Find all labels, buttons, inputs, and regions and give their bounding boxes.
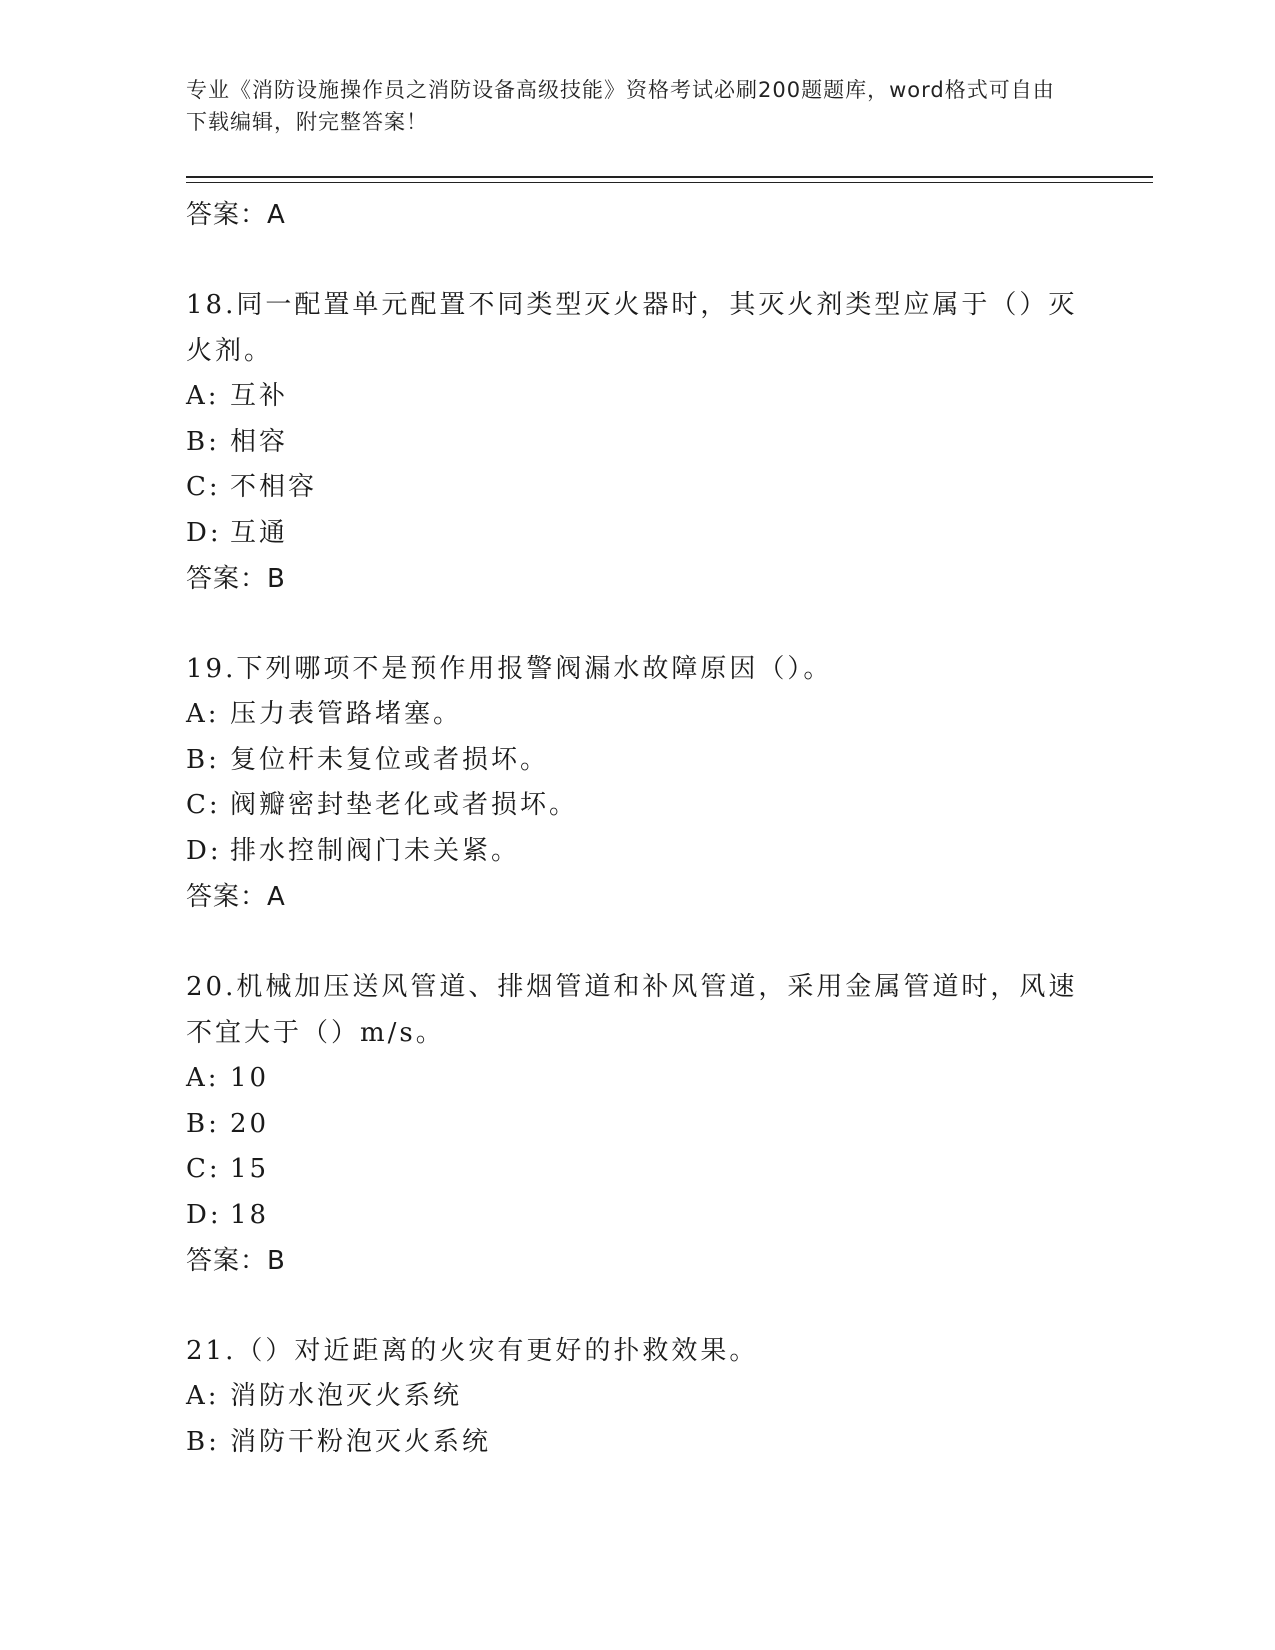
question-list — [186, 192, 1086, 1465]
header-divider-thin — [186, 182, 1153, 183]
option-c — [186, 1147, 1086, 1193]
question-stem: 18.同一配置单元配置不同类型灭火器时，其灭火剂类型应属于（）灭火剂。 — [186, 290, 1078, 366]
option-text: 阀瓣密封垫老化或者损坏。 — [230, 790, 579, 820]
option-text: 不相容 — [230, 472, 318, 502]
option-letter: C: — [186, 1154, 221, 1184]
option-d — [186, 511, 1086, 557]
option-text: 压力表管路堵塞。 — [230, 699, 463, 729]
option-text: 互通 — [230, 517, 289, 548]
option-text: 相容 — [230, 426, 289, 457]
option-b — [186, 1102, 1086, 1148]
answer-line: 答案：B — [186, 1246, 286, 1276]
option-text: 排水控制阀门未关紧。 — [230, 835, 521, 866]
option-a — [186, 692, 1086, 738]
option-letter: B: — [186, 744, 220, 775]
option-b — [186, 1420, 1086, 1466]
question-block — [186, 646, 1086, 920]
option-c — [186, 465, 1086, 511]
option-a — [186, 1374, 1086, 1420]
option-b — [186, 738, 1086, 784]
option-letter: C: — [186, 790, 221, 820]
answer-line: 答案：B — [186, 564, 286, 594]
option-text: 复位杆未复位或者损坏。 — [230, 744, 550, 775]
option-text: 18 — [230, 1199, 270, 1230]
question-stem: 21.（）对近距离的火灾有更好的扑救效果。 — [186, 1336, 759, 1366]
option-text: 15 — [230, 1154, 270, 1184]
answer-line: 答案：A — [186, 882, 286, 912]
option-text: 10 — [230, 1063, 270, 1093]
option-b — [186, 420, 1086, 466]
option-letter: A: — [186, 1381, 220, 1411]
option-letter: A: — [186, 381, 220, 411]
document-header: 专业《消防设施操作员之消防设备高级技能》资格考试必刷200题题库，word格式可自由下载编辑，附完整答案！ — [186, 78, 1055, 134]
header-divider — [186, 176, 1153, 178]
option-letter: C: — [186, 472, 221, 502]
option-letter: B: — [186, 1426, 220, 1457]
option-letter: D: — [186, 835, 222, 866]
option-letter: A: — [186, 699, 220, 729]
option-d — [186, 1193, 1086, 1239]
option-d — [186, 829, 1086, 875]
option-letter: D: — [186, 1199, 222, 1230]
question-stem: 20.机械加压送风管道、排烟管道和补风管道，采用金属管道时，风速不宜大于（）m/s。 — [186, 972, 1078, 1048]
option-letter: A: — [186, 1063, 220, 1093]
option-text: 互补 — [230, 381, 289, 411]
question-block — [186, 964, 1086, 1284]
option-c — [186, 783, 1086, 829]
option-text: 消防干粉泡灭火系统 — [230, 1426, 492, 1457]
option-text: 20 — [230, 1108, 270, 1139]
option-letter: B: — [186, 426, 220, 457]
question-stem: 19.下列哪项不是预作用报警阀漏水故障原因（）。 — [186, 654, 833, 684]
question-block — [186, 1328, 1086, 1465]
option-a — [186, 1056, 1086, 1102]
option-a — [186, 374, 1086, 420]
option-letter: B: — [186, 1108, 220, 1139]
question-block — [186, 282, 1086, 602]
answer-line: 答案：A — [186, 200, 286, 230]
option-text: 消防水泡灭火系统 — [230, 1381, 463, 1411]
option-letter: D: — [186, 517, 222, 548]
